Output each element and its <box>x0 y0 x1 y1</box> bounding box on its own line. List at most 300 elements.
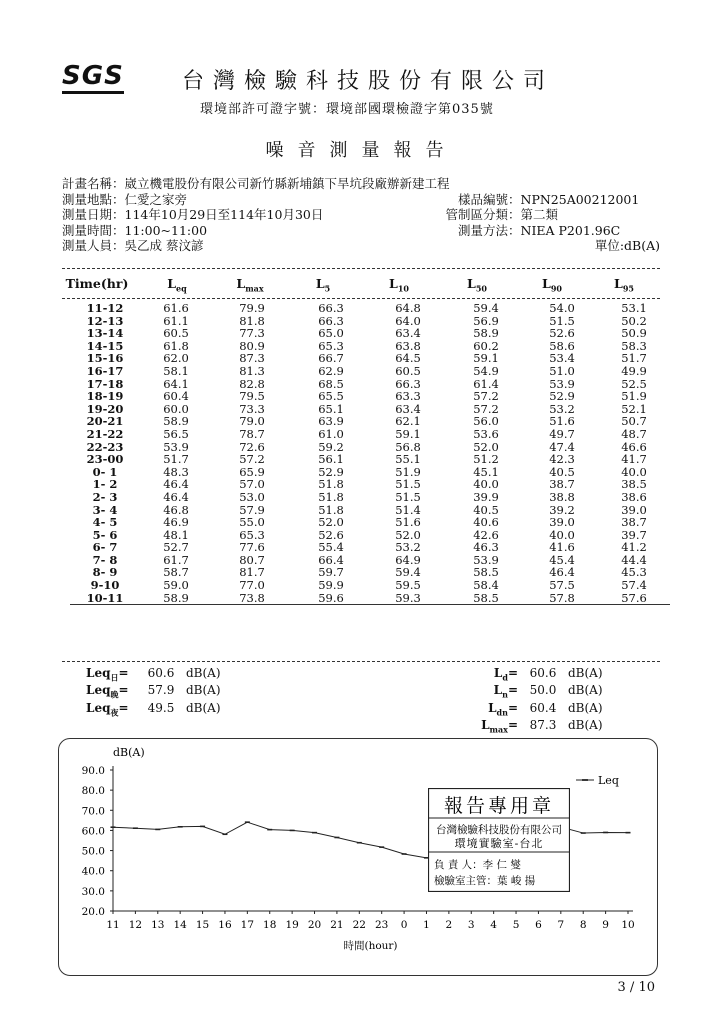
value-cell: 63.4 <box>395 401 421 416</box>
table-row <box>70 428 670 441</box>
value-cell: 46.9 <box>163 515 189 530</box>
value-cell: 66.3 <box>318 301 344 315</box>
value-cell: 57.8 <box>549 590 575 605</box>
time-cell: 18-19 <box>86 389 124 404</box>
summary-row <box>460 684 628 701</box>
summary-label: $L_{max}=$ <box>481 718 518 735</box>
summary-row <box>460 667 628 684</box>
legend-label: Leq <box>598 774 619 787</box>
value-cell: 80.7 <box>239 552 265 567</box>
x-tick-label: 19 <box>285 919 299 931</box>
value-cell: 64.8 <box>395 301 421 315</box>
value-cell: 41.7 <box>621 452 647 467</box>
summary-unit: dB(A) <box>186 683 221 698</box>
value-cell: 51.6 <box>549 414 575 429</box>
value-cell: 56.1 <box>318 452 344 467</box>
value-cell: 57.2 <box>473 401 499 416</box>
value-cell: 39.0 <box>549 515 575 530</box>
value-cell: 38.7 <box>549 477 575 492</box>
value-cell: 45.4 <box>549 552 575 567</box>
value-cell: 65.0 <box>318 326 344 341</box>
value-cell: 65.5 <box>318 389 344 404</box>
value-cell: 53.1 <box>621 301 647 315</box>
value-cell: 39.2 <box>549 502 575 517</box>
value-cell: 52.6 <box>549 326 575 341</box>
value-cell: 51.5 <box>395 489 421 504</box>
value-cell: 81.8 <box>239 313 265 328</box>
summary-label: $L_n=$ <box>493 683 518 700</box>
x-tick-label: 3 <box>467 919 475 931</box>
col-leq: $L_{eq}$ <box>167 276 187 294</box>
x-tick-label: 7 <box>557 919 565 931</box>
value-cell: 80.9 <box>239 338 265 353</box>
value-cell: 48.3 <box>163 464 189 479</box>
stamp-title: 報告專用章 <box>443 795 555 817</box>
x-tick-label: 15 <box>195 919 210 931</box>
table-row <box>70 315 670 328</box>
summary-row <box>86 702 246 719</box>
value-cell: 53.9 <box>549 376 575 391</box>
y-axis-label: dB(A) <box>113 746 145 759</box>
value-cell: 40.0 <box>621 464 647 479</box>
staff-value: 吳乙成 蔡汶諺 <box>124 238 204 253</box>
summary-unit: dB(A) <box>186 666 221 680</box>
value-cell: 68.5 <box>318 376 344 391</box>
summary-label: $L_d=$ <box>493 666 518 683</box>
time-cell: 2- 3 <box>92 489 118 504</box>
summary-value: 57.9 <box>147 683 175 698</box>
value-cell: 60.4 <box>163 389 189 404</box>
stamp-line4: 檢驗室主管：葉 峻 揚 <box>434 875 536 887</box>
value-cell: 61.8 <box>163 338 189 353</box>
value-cell: 46.3 <box>473 540 499 555</box>
value-cell: 59.1 <box>395 426 421 441</box>
value-cell: 44.4 <box>621 552 647 567</box>
value-cell: 63.9 <box>318 414 344 429</box>
value-cell: 65.3 <box>239 527 265 542</box>
summary-unit: dB(A) <box>568 683 603 698</box>
y-tick-label: 90.0 <box>81 765 105 777</box>
time-cell: 10-11 <box>86 590 124 605</box>
value-cell: 48.7 <box>621 426 647 441</box>
value-cell: 66.3 <box>395 376 421 391</box>
x-tick-label: 13 <box>151 919 165 931</box>
value-cell: 63.8 <box>395 338 421 353</box>
divider-bottom <box>62 661 660 662</box>
table-row <box>70 592 670 605</box>
plan-value: 崴立機電股份有限公司新竹縣新埔鎮下旱坑段廠辦新建工程 <box>124 176 450 191</box>
y-tick-label: 80.0 <box>81 785 105 798</box>
x-tick-label: 6 <box>535 919 542 931</box>
value-cell: 51.4 <box>395 502 421 517</box>
value-cell: 40.0 <box>473 477 499 492</box>
sgs-logo: SGS <box>62 62 124 94</box>
col-l50: $L_{50}$ <box>467 276 487 294</box>
summary-value: 49.5 <box>147 700 175 715</box>
y-tick-label: 50.0 <box>81 845 105 858</box>
value-cell: 60.5 <box>395 363 421 378</box>
value-cell: 51.9 <box>621 389 647 404</box>
table-row <box>70 378 670 391</box>
value-cell: 72.6 <box>239 439 265 454</box>
value-cell: 81.7 <box>239 565 265 580</box>
value-cell: 61.0 <box>318 426 344 441</box>
time-cell: 5- 6 <box>92 527 118 542</box>
value-cell: 59.4 <box>473 301 499 315</box>
report-stamp <box>428 788 570 892</box>
value-cell: 82.8 <box>239 376 265 391</box>
time-cell: 23-00 <box>86 452 124 467</box>
value-cell: 51.7 <box>621 351 647 366</box>
time-cell: 8- 9 <box>92 565 118 580</box>
col-lmax: $L_{max}$ <box>236 276 264 294</box>
x-tick-label: 0 <box>400 919 408 931</box>
time-cell: 7- 8 <box>92 552 118 567</box>
value-cell: 61.1 <box>163 313 189 328</box>
value-cell: 65.1 <box>318 401 344 416</box>
value-cell: 52.1 <box>621 401 647 416</box>
x-tick-label: 12 <box>128 919 143 931</box>
x-tick-label: 9 <box>602 919 609 931</box>
value-cell: 79.9 <box>239 301 265 315</box>
value-cell: 42.6 <box>473 527 499 542</box>
value-cell: 58.9 <box>163 414 189 429</box>
value-cell: 39.7 <box>621 527 647 542</box>
value-cell: 62.9 <box>318 363 344 378</box>
time-cell: 1- 2 <box>92 477 118 492</box>
value-cell: 38.8 <box>549 489 575 504</box>
x-tick-label: 16 <box>218 919 232 931</box>
time-cell: 12-13 <box>86 313 124 328</box>
value-cell: 51.6 <box>395 515 421 530</box>
value-cell: 52.0 <box>395 527 421 542</box>
stamp-line1: 台灣檢驗科技股份有限公司 <box>436 824 562 836</box>
value-cell: 53.4 <box>549 351 575 366</box>
table-row <box>70 302 670 315</box>
x-tick-label: 1 <box>423 919 430 931</box>
x-tick-label: 21 <box>330 919 344 931</box>
y-tick-label: 30.0 <box>81 885 105 898</box>
value-cell: 51.5 <box>549 313 575 328</box>
value-cell: 66.7 <box>318 351 344 366</box>
divider-top <box>62 268 660 269</box>
table-row <box>70 504 670 517</box>
value-cell: 79.0 <box>239 414 265 429</box>
value-cell: 55.4 <box>318 540 344 555</box>
value-cell: 58.7 <box>163 565 189 580</box>
summary-left <box>86 667 246 719</box>
summary-row <box>460 719 628 736</box>
time-value: 11:00~11:00 <box>124 222 208 238</box>
value-cell: 52.9 <box>549 389 575 404</box>
value-cell: 46.6 <box>621 439 647 454</box>
table-row <box>70 453 670 466</box>
time-cell: 16-17 <box>86 363 124 378</box>
table-row <box>70 403 670 416</box>
company-name: 台灣檢驗科技股份有限公司 <box>182 69 555 94</box>
value-cell: 38.7 <box>621 515 647 530</box>
stamp-line2: 環境實驗室-台北 <box>454 837 544 850</box>
value-cell: 55.0 <box>239 515 265 530</box>
time-cell: 17-18 <box>86 376 124 391</box>
value-cell: 54.0 <box>549 301 575 315</box>
value-cell: 53.2 <box>549 401 575 416</box>
value-cell: 81.3 <box>239 363 265 378</box>
value-cell: 58.9 <box>473 326 499 341</box>
value-cell: 73.3 <box>239 401 265 416</box>
table-row <box>70 554 670 567</box>
value-cell: 56.0 <box>473 414 499 429</box>
method-value: ：NIEA P201.96C <box>508 222 621 238</box>
value-cell: 46.4 <box>549 565 575 580</box>
summary-right <box>460 667 628 737</box>
value-cell: 60.0 <box>163 401 189 416</box>
value-cell: 87.3 <box>239 351 265 366</box>
summary-value: 60.6 <box>529 666 557 680</box>
date-value: 114年10月29日至114年10月30日 <box>124 207 324 222</box>
table-row <box>70 415 670 428</box>
value-cell: 59.7 <box>318 565 344 580</box>
date-label: 測量日期： <box>62 207 125 222</box>
value-cell: 51.8 <box>318 502 344 517</box>
value-cell: 77.0 <box>239 578 265 593</box>
value-cell: 59.3 <box>395 590 421 605</box>
value-cell: 59.2 <box>318 439 344 454</box>
value-cell: 51.2 <box>473 452 499 467</box>
value-cell: 38.6 <box>621 489 647 504</box>
value-cell: 73.8 <box>239 590 265 605</box>
table-row <box>70 491 670 504</box>
value-cell: 53.9 <box>473 552 499 567</box>
value-cell: 57.0 <box>239 477 265 492</box>
y-tick-label: 40.0 <box>81 865 105 878</box>
value-cell: 65.3 <box>318 338 344 353</box>
value-cell: 40.0 <box>549 527 575 542</box>
value-cell: 41.2 <box>621 540 647 555</box>
summary-value: 60.6 <box>147 666 175 680</box>
table-row <box>70 390 670 403</box>
value-cell: 40.6 <box>473 515 499 530</box>
value-cell: 41.6 <box>549 540 575 555</box>
value-cell: 55.1 <box>395 452 421 467</box>
value-cell: 45.1 <box>473 464 499 479</box>
summary-row <box>86 667 246 684</box>
value-cell: 45.3 <box>621 565 647 580</box>
summary-label: Leq$_日$= <box>86 666 129 683</box>
value-cell: 51.8 <box>318 489 344 504</box>
table-row <box>70 566 670 579</box>
value-cell: 64.1 <box>163 376 189 391</box>
value-cell: 38.5 <box>621 477 647 492</box>
value-cell: 47.4 <box>549 439 575 454</box>
value-cell: 46.8 <box>163 502 189 517</box>
value-cell: 57.2 <box>473 389 499 404</box>
value-cell: 52.7 <box>163 540 189 555</box>
value-cell: 56.8 <box>395 439 421 454</box>
table-row <box>70 478 670 491</box>
time-cell: 4- 5 <box>92 515 118 530</box>
value-cell: 59.4 <box>395 565 421 580</box>
x-tick-label: 2 <box>445 919 453 931</box>
value-cell: 49.7 <box>549 426 575 441</box>
value-cell: 62.1 <box>395 414 421 429</box>
report-title: 噪音測量報告 <box>265 140 458 161</box>
x-tick-label: 14 <box>173 919 187 931</box>
summary-unit: dB(A) <box>186 700 221 715</box>
table-header <box>62 276 660 294</box>
value-cell: 60.2 <box>473 338 499 353</box>
x-tick-label: 8 <box>579 919 587 931</box>
value-cell: 52.9 <box>318 464 344 479</box>
value-cell: 53.2 <box>395 540 421 555</box>
method-label: 測量方法 <box>457 222 508 238</box>
value-cell: 53.9 <box>163 439 189 454</box>
value-cell: 62.0 <box>163 351 189 366</box>
value-cell: 64.0 <box>395 313 421 328</box>
value-cell: 49.9 <box>621 363 647 378</box>
sample-value: ：NPN25A00212001 <box>508 191 640 207</box>
value-cell: 42.3 <box>549 452 575 467</box>
value-cell: 53.0 <box>239 489 265 504</box>
summary-value: 60.4 <box>529 700 557 715</box>
value-cell: 66.3 <box>318 313 344 328</box>
summary-label: Leq$_夜$= <box>86 700 129 718</box>
staff-label: 測量人員： <box>62 238 125 253</box>
value-cell: 57.6 <box>621 590 647 605</box>
value-cell: 57.5 <box>549 578 575 593</box>
value-cell: 46.4 <box>163 477 189 492</box>
value-cell: 61.6 <box>163 301 189 315</box>
value-cell: 52.0 <box>318 515 344 530</box>
value-cell: 50.9 <box>621 326 647 341</box>
value-cell: 57.9 <box>239 502 265 517</box>
info-right <box>420 192 660 254</box>
table-row <box>70 340 670 353</box>
time-cell: 20-21 <box>86 414 124 429</box>
value-cell: 48.1 <box>163 527 189 542</box>
value-cell: 61.7 <box>163 552 189 567</box>
summary-row <box>86 684 246 701</box>
value-cell: 78.7 <box>239 426 265 441</box>
sample-label: 樣品編號 <box>457 191 508 207</box>
time-cell: 0- 1 <box>92 464 118 479</box>
value-cell: 40.5 <box>549 464 575 479</box>
value-cell: 58.1 <box>163 363 189 378</box>
col-l10: $L_{10}$ <box>389 276 409 294</box>
col-l5: $L_5$ <box>315 276 331 294</box>
value-cell: 59.9 <box>318 578 344 593</box>
value-cell: 59.0 <box>163 578 189 593</box>
value-cell: 50.2 <box>621 313 647 328</box>
plan-label: 計畫名稱： <box>62 176 125 191</box>
value-cell: 50.7 <box>621 414 647 429</box>
time-cell: 15-16 <box>86 351 124 366</box>
value-cell: 64.9 <box>395 552 421 567</box>
value-cell: 54.9 <box>473 363 499 378</box>
value-cell: 53.6 <box>473 426 499 441</box>
value-cell: 51.5 <box>395 477 421 492</box>
value-cell: 39.9 <box>473 489 499 504</box>
value-cell: 58.9 <box>163 590 189 605</box>
y-tick-label: 60.0 <box>81 825 105 838</box>
summary-value: 87.3 <box>529 718 557 733</box>
value-cell: 57.2 <box>239 452 265 467</box>
y-tick-label: 20.0 <box>81 906 105 918</box>
value-cell: 51.7 <box>163 452 189 467</box>
table-row <box>70 327 670 340</box>
table-row <box>70 529 670 542</box>
permit-number: 環境部許可證字號：環境部國環檢證字第035號 <box>200 102 494 117</box>
data-table <box>70 302 670 605</box>
summary-label: $L_{dn}=$ <box>488 700 518 718</box>
value-cell: 56.5 <box>163 426 189 441</box>
summary-unit: dB(A) <box>568 700 603 715</box>
value-cell: 58.4 <box>473 578 499 593</box>
value-cell: 59.6 <box>318 590 344 605</box>
table-row <box>70 541 670 554</box>
x-tick-label: 20 <box>307 919 322 931</box>
value-cell: 64.5 <box>395 351 421 366</box>
info-left <box>62 176 450 254</box>
stamp-line3: 負 責 人：李 仁 燮 <box>434 859 521 871</box>
time-cell: 14-15 <box>86 338 124 353</box>
col-time: Time(hr) <box>65 276 129 291</box>
x-tick-label: 17 <box>240 919 255 931</box>
summary-unit: dB(A) <box>568 666 603 680</box>
value-cell: 46.4 <box>163 489 189 504</box>
value-cell: 40.5 <box>473 502 499 517</box>
time-cell: 19-20 <box>86 401 124 416</box>
time-cell: 22-23 <box>86 439 124 454</box>
value-cell: 52.6 <box>318 527 344 542</box>
unit-label: 單位:dB(A) <box>594 238 660 253</box>
time-cell: 3- 4 <box>92 502 118 517</box>
table-row <box>70 441 670 454</box>
value-cell: 51.9 <box>395 464 421 479</box>
value-cell: 59.5 <box>395 578 421 593</box>
value-cell: 60.5 <box>163 326 189 341</box>
value-cell: 79.5 <box>239 389 265 404</box>
data-table-wrap <box>70 302 670 605</box>
time-cell: 6- 7 <box>92 540 118 555</box>
value-cell: 58.6 <box>549 338 575 353</box>
value-cell: 56.9 <box>473 313 499 328</box>
value-cell: 77.6 <box>239 540 265 555</box>
value-cell: 61.4 <box>473 376 499 391</box>
value-cell: 57.4 <box>621 578 647 593</box>
summary-unit: dB(A) <box>568 718 603 733</box>
time-label: 測量時間： <box>62 222 125 238</box>
col-l95: $L_{95}$ <box>614 276 634 294</box>
col-l90: $L_{90}$ <box>542 276 562 294</box>
time-cell: 11-12 <box>86 301 124 315</box>
value-cell: 52.0 <box>473 439 499 454</box>
x-tick-label: 4 <box>490 919 497 931</box>
table-row <box>70 466 670 479</box>
value-cell: 63.3 <box>395 389 421 404</box>
time-cell: 13-14 <box>86 326 124 341</box>
value-cell: 58.3 <box>621 338 647 353</box>
x-tick-label: 5 <box>512 919 520 931</box>
value-cell: 52.5 <box>621 376 647 391</box>
x-tick-label: 22 <box>352 919 366 931</box>
y-tick-label: 70.0 <box>81 805 105 818</box>
value-cell: 59.1 <box>473 351 499 366</box>
summary-value: 50.0 <box>529 683 557 698</box>
time-cell: 9-10 <box>90 578 120 593</box>
value-cell: 58.5 <box>473 590 499 605</box>
location-value: 仁愛之家旁 <box>124 191 188 207</box>
